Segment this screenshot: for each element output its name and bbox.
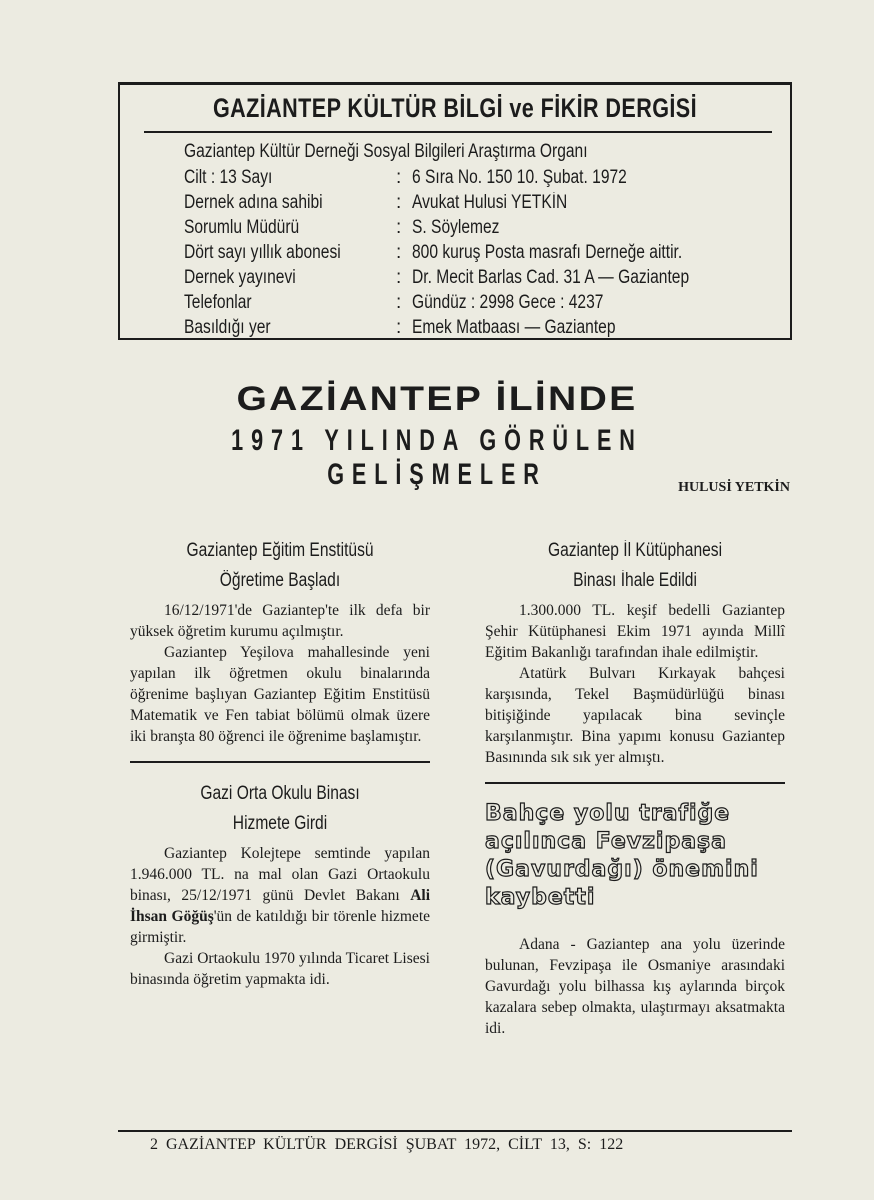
masthead-info — [184, 167, 784, 342]
masthead-row-value: Avukat Hulusi YETKİN — [412, 192, 568, 213]
article-title: Gaziantep İl Kütüphanesi — [547, 540, 723, 561]
article-title: Gazi Orta Okulu Binası — [200, 783, 360, 804]
masthead-row-separator: : — [396, 317, 402, 338]
article-paragraph: Atatürk Bulvarı Kırkayak bahçesi karşısında, Tekel Başmüdürlüğü binası bitişiğinde yapılacak bina sevinçle karşılanmıştır. Bina yapımı konusu Gaziantep Basınında sık sık yer almıştı. — [485, 665, 785, 766]
masthead-row-key: Basıldığı yer — [184, 317, 271, 338]
right-column — [485, 536, 785, 1039]
author-byline: HULUSİ YETKİN — [678, 480, 790, 495]
masthead-row-value: Emek Matbaası — Gaziantep — [412, 317, 616, 338]
masthead-row-separator: : — [396, 192, 402, 213]
masthead-row — [184, 267, 784, 292]
article-title: Binası İhale Edildi — [573, 570, 697, 591]
main-headline: GAZİANTEP İLİNDE — [236, 380, 638, 418]
article-text: Gaziantep Kolejtepe semtinde yapılan 1.946.000 TL. na mal olan Gazi Ortaokulu binası, 25/12/1971 günü Devlet Bakanı — [130, 845, 430, 904]
masthead-row-separator: : — [396, 167, 402, 188]
article-paragraph: 16/12/1971'de Gaziantep'te ilk defa bir yüksek öğretim kurumu açılmıştır. — [130, 602, 430, 640]
masthead-title: GAZİANTEP KÜLTÜR BİLGİ ve FİKİR DERGİSİ — [212, 93, 698, 123]
masthead-row-key: Telefonlar — [184, 292, 252, 313]
article-paragraph: Gaziantep Yeşilova mahallesinde yeni yapılan ilk öğretmen okulu binalarında öğrenime başlıyan Gaziantep Eğitim Enstitüsü Matematik ve Fen tabiat bölümü olmak üzere iki branşta 80 öğrenci ile öğrenime başlamıştır. — [130, 644, 430, 745]
masthead-organ: Gaziantep Kültür Derneği Sosyal Bilgileri Araştırma Organı — [184, 141, 588, 162]
article-body — [485, 934, 785, 1039]
masthead-row-key: Sorumlu Müdürü — [184, 217, 300, 238]
masthead-box — [118, 82, 792, 340]
masthead-row-key: Dernek adına sahibi — [184, 192, 323, 213]
masthead-rule — [144, 131, 772, 133]
masthead-row-separator: : — [396, 267, 402, 288]
article-paragraph: Gazi Ortaokulu 1970 yılında Ticaret Lisesi binasında öğretim yapmakta idi. — [130, 950, 430, 988]
main-subheadline: 1971 YILINDA GÖRÜLEN GELİŞMELER — [231, 424, 643, 491]
masthead-row — [184, 217, 784, 242]
column-divider — [485, 782, 785, 784]
masthead-row-separator: : — [396, 242, 402, 263]
masthead-row-key: Dört sayı yıllık abonesi — [184, 242, 341, 263]
masthead-row-key: Dernek yayınevi — [184, 267, 296, 288]
masthead-row — [184, 242, 784, 267]
article-body — [130, 843, 430, 990]
article-paragraph — [130, 843, 430, 948]
footer-rule — [118, 1130, 792, 1132]
page-footer: 2 GAZİANTEP KÜLTÜR DERGİSİ ŞUBAT 1972, CİLT 13, S: 122 — [150, 1136, 624, 1153]
article-paragraph: 1.300.000 TL. keşif bedelli Gaziantep Şehir Kütüphanesi Ekim 1971 ayında Millî Eğitim Bakanlığı tarafından ihale edilmiştir. — [485, 602, 785, 661]
masthead-row — [184, 292, 784, 317]
article-body — [130, 600, 430, 747]
masthead-row-value: Gündüz : 2998 Gece : 4237 — [412, 292, 604, 313]
article-text: 'ün de katıldığı bir törenle hizmete girmiştir. — [130, 908, 431, 946]
masthead-row — [184, 317, 784, 342]
article-bold-name: Ali İhsan Göğüş — [130, 887, 430, 925]
article-title: Gaziantep Eğitim Enstitüsü — [186, 540, 374, 561]
masthead-row-value: 800 kuruş Posta masrafı Derneğe aittir. — [412, 242, 683, 263]
article-title: Hizmete Girdi — [232, 813, 328, 834]
column-divider — [130, 761, 430, 763]
masthead-row-key: Cilt : 13 Sayı — [184, 167, 273, 188]
article-body — [485, 600, 785, 768]
masthead-row-separator: : — [396, 217, 402, 238]
masthead-row-separator: : — [396, 292, 402, 313]
article-title: Öğretime Başladı — [219, 570, 341, 591]
masthead-row-value: Dr. Mecit Barlas Cad. 31 A — Gaziantep — [412, 267, 690, 288]
article-paragraph: Adana - Gaziantep ana yolu üzerinde bulunan, Fevzipaşa ile Osmaniye arasındaki Gavurdağı yolu bilhassa kış aylarında birçok kazalara sebep olmakta, ulaştırmayı aksatmakta idi. — [485, 936, 785, 1037]
masthead-row-value: 6 Sıra No. 150 10. Şubat. 1972 — [412, 167, 627, 188]
masthead-row-value: S. Söylemez — [412, 217, 500, 238]
masthead-row — [184, 167, 784, 192]
masthead-row — [184, 192, 784, 217]
left-column — [130, 536, 430, 990]
article-display-title: Bahçe yolu trafiğe açılınca Fevzipaşa (Gavurdağı) önemini kaybetti — [485, 801, 759, 910]
